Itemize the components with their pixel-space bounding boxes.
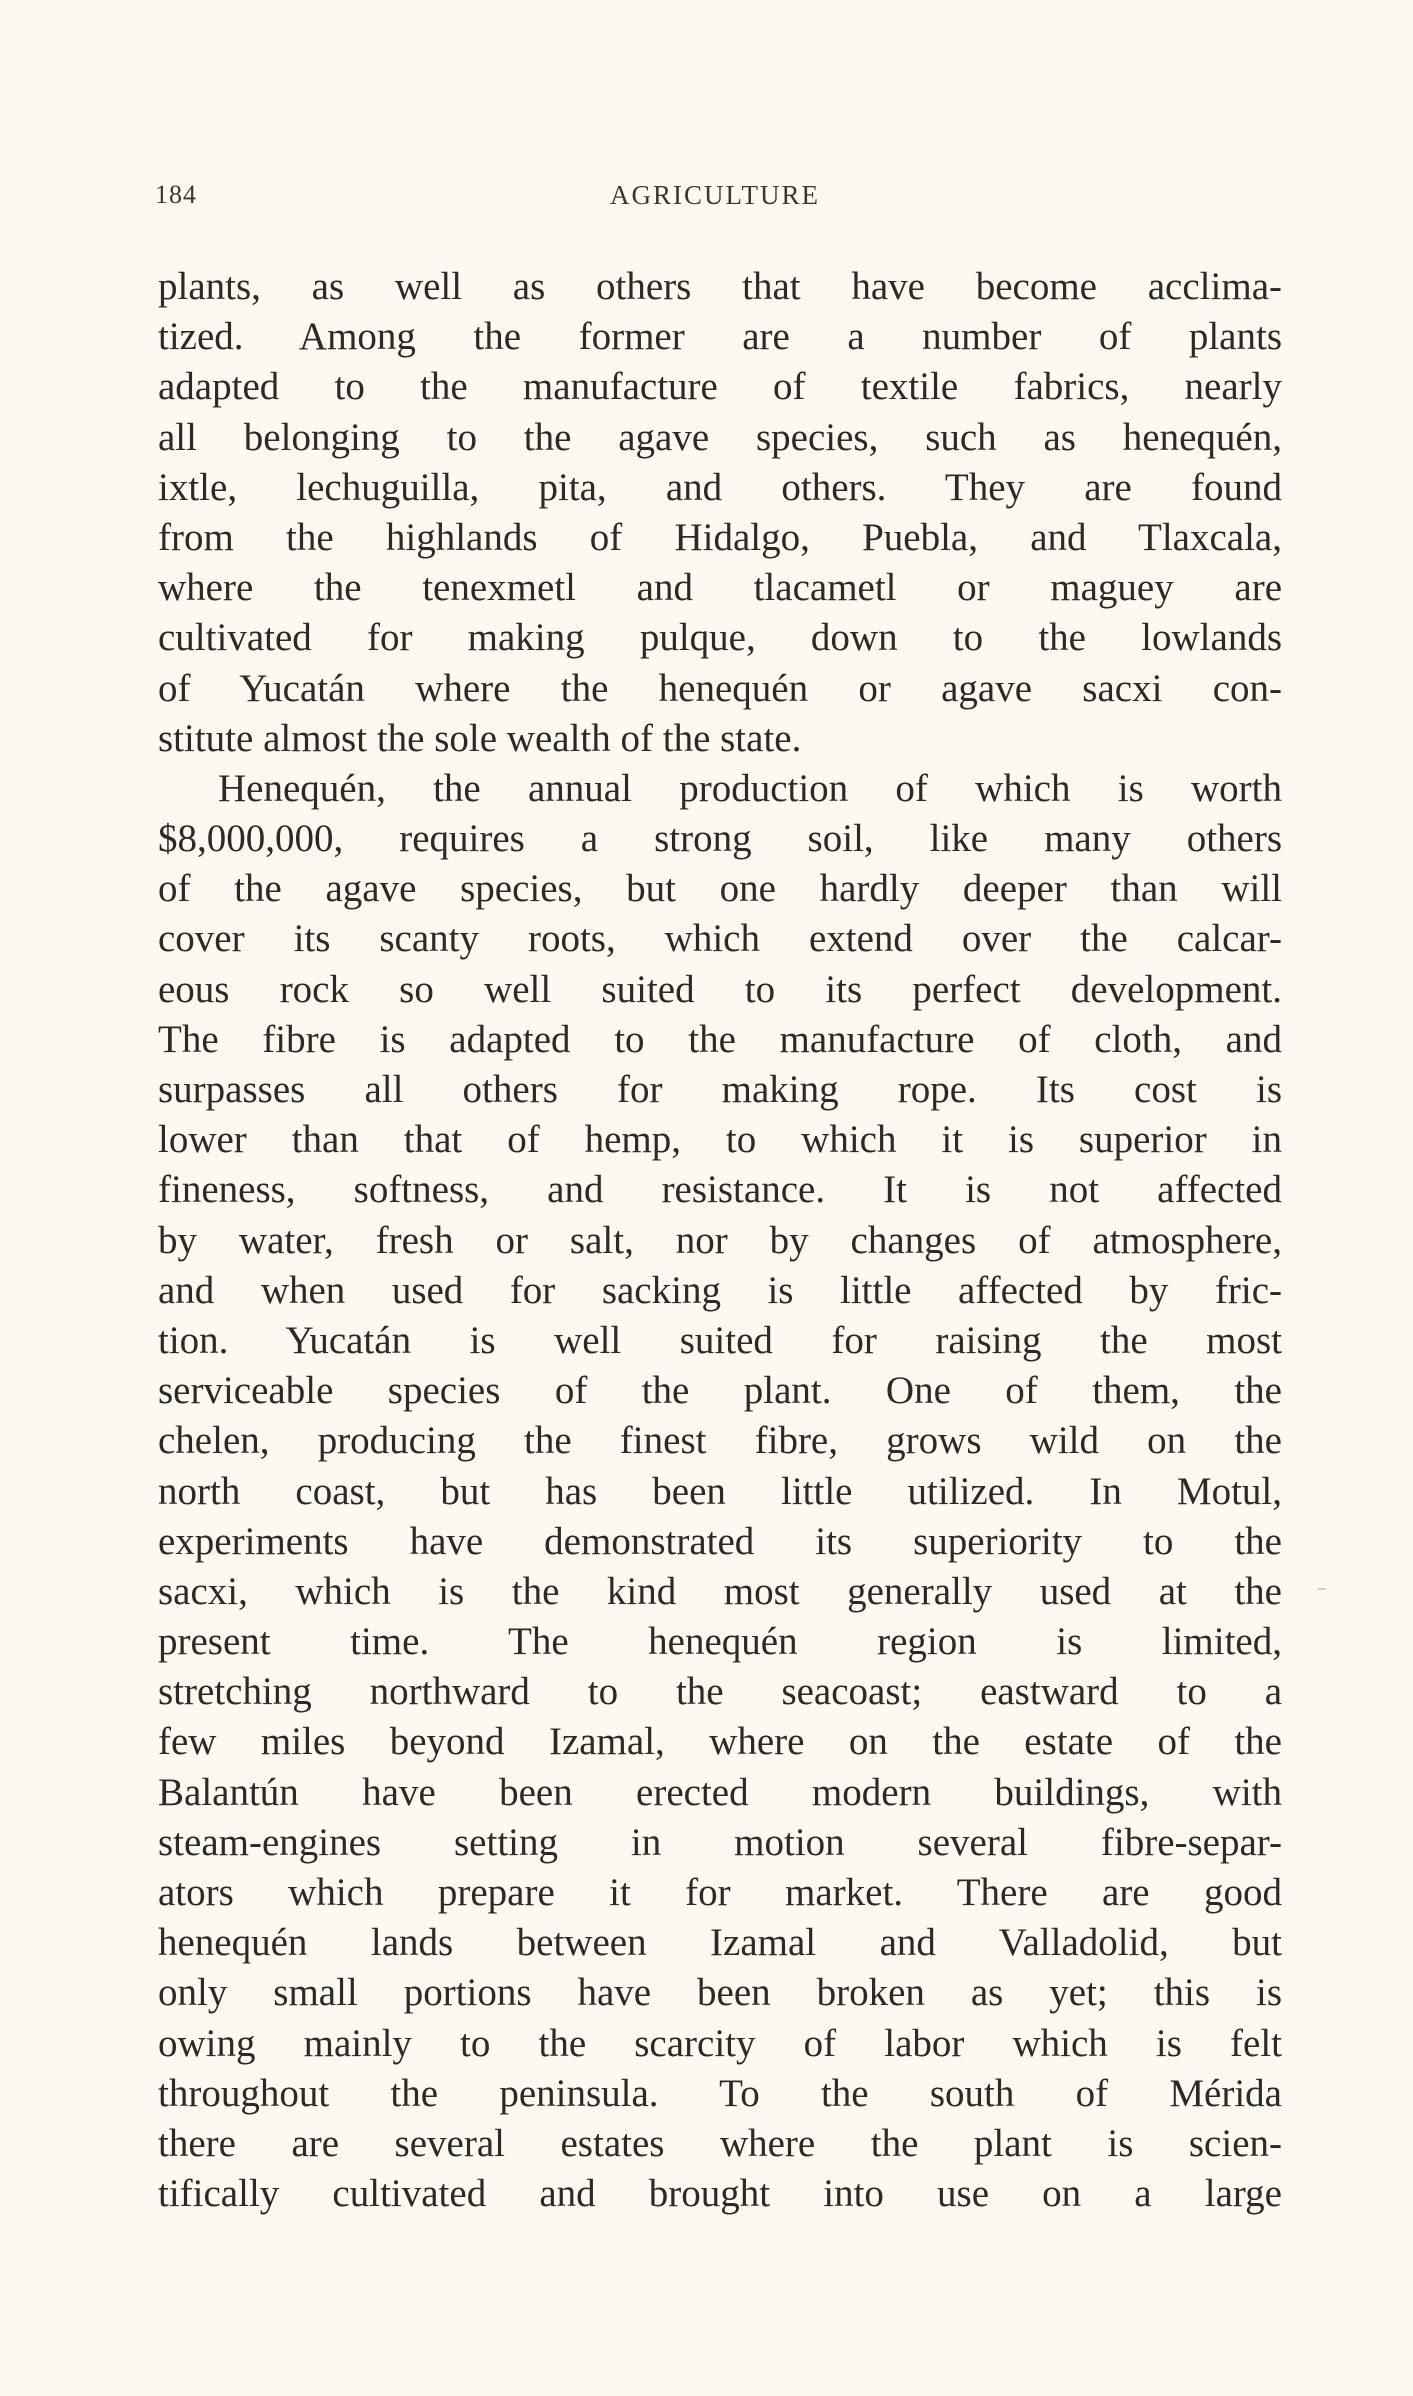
text-line: Balantún have been erected modern buildings, with	[158, 1770, 1282, 1814]
text-line: all belonging to the agave species, such as henequén,	[158, 415, 1282, 459]
text-line: where the tenexmetl and tlacametl or maguey are	[158, 566, 1282, 610]
text-line: chelen, producing the finest fibre, grows wild on the	[158, 1419, 1282, 1463]
text-line: few miles beyond Izamal, where on the estate of the	[158, 1720, 1282, 1764]
text-line: owing mainly to the scarcity of labor which is felt	[158, 2021, 1282, 2065]
running-head	[155, 180, 1275, 220]
text-line: cultivated for making pulque, down to the lowlands	[158, 616, 1282, 660]
text-line: tifically cultivated and brought into use on a large	[158, 2172, 1282, 2216]
text-line: tion. Yucatán is well suited for raising the most	[158, 1318, 1282, 1362]
text-line: steam-engines setting in motion several fibre-separ-	[158, 1820, 1282, 1864]
text-line: there are several estates where the plant is scien-	[158, 2121, 1282, 2165]
text-line: north coast, but has been little utilized. In Motul,	[158, 1469, 1282, 1513]
text-line: eous rock so well suited to its perfect development.	[158, 967, 1282, 1011]
text-line: The fibre is adapted to the manufacture of cloth, and	[158, 1017, 1282, 1061]
text-line: serviceable species of the plant. One of them, the	[158, 1369, 1282, 1413]
paragraph-end-line: stitute almost the sole wealth of the state.	[158, 716, 802, 760]
text-line: and when used for sacking is little affected by fric-	[158, 1268, 1282, 1312]
text-line: by water, fresh or salt, nor by changes of atmosphere,	[158, 1218, 1282, 1262]
text-line: tized. Among the former are a number of plants	[158, 315, 1282, 359]
page-number: 184	[155, 180, 197, 209]
text-line: only small portions have been broken as yet; this is	[158, 1971, 1282, 2015]
body-text	[158, 262, 1282, 2219]
margin-mark	[1318, 1588, 1326, 1590]
text-line: plants, as well as others that have become acclima-	[158, 265, 1282, 308]
text-line: ators which prepare it for market. There are good	[158, 1871, 1282, 1914]
text-line: ixtle, lechuguilla, pita, and others. They are found	[158, 465, 1282, 509]
text-line: $8,000,000, requires a strong soil, like many others	[158, 817, 1282, 861]
text-line: of Yucatán where the henequén or agave sacxi con-	[158, 666, 1282, 710]
paragraph-start-line: Henequén, the annual production of which is worth	[218, 766, 1282, 810]
text-line: experiments have demonstrated its superiority to the	[158, 1519, 1282, 1563]
text-line: sacxi, which is the kind most generally used at the	[158, 1569, 1282, 1613]
text-line: surpasses all others for making rope. Its cost is	[158, 1068, 1282, 1111]
text-line: throughout the peninsula. To the south of Mérida	[158, 2071, 1282, 2115]
text-line: stretching northward to the seacoast; eastward to a	[158, 1670, 1282, 1714]
text-line: lower than that of hemp, to which it is superior in	[158, 1118, 1282, 1162]
text-line: adapted to the manufacture of textile fabrics, nearly	[158, 365, 1282, 409]
text-line: fineness, softness, and resistance. It is not affected	[158, 1168, 1282, 1212]
text-line: cover its scanty roots, which extend over the calcar-	[158, 917, 1282, 961]
text-line: of the agave species, but one hardly deeper than will	[158, 867, 1282, 911]
text-line: from the highlands of Hidalgo, Puebla, and Tlaxcala,	[158, 515, 1282, 559]
running-title: AGRICULTURE	[609, 180, 820, 210]
text-line: present time. The henequén region is limited,	[158, 1620, 1282, 1664]
text-line: henequén lands between Izamal and Valladolid, but	[158, 1921, 1282, 1965]
